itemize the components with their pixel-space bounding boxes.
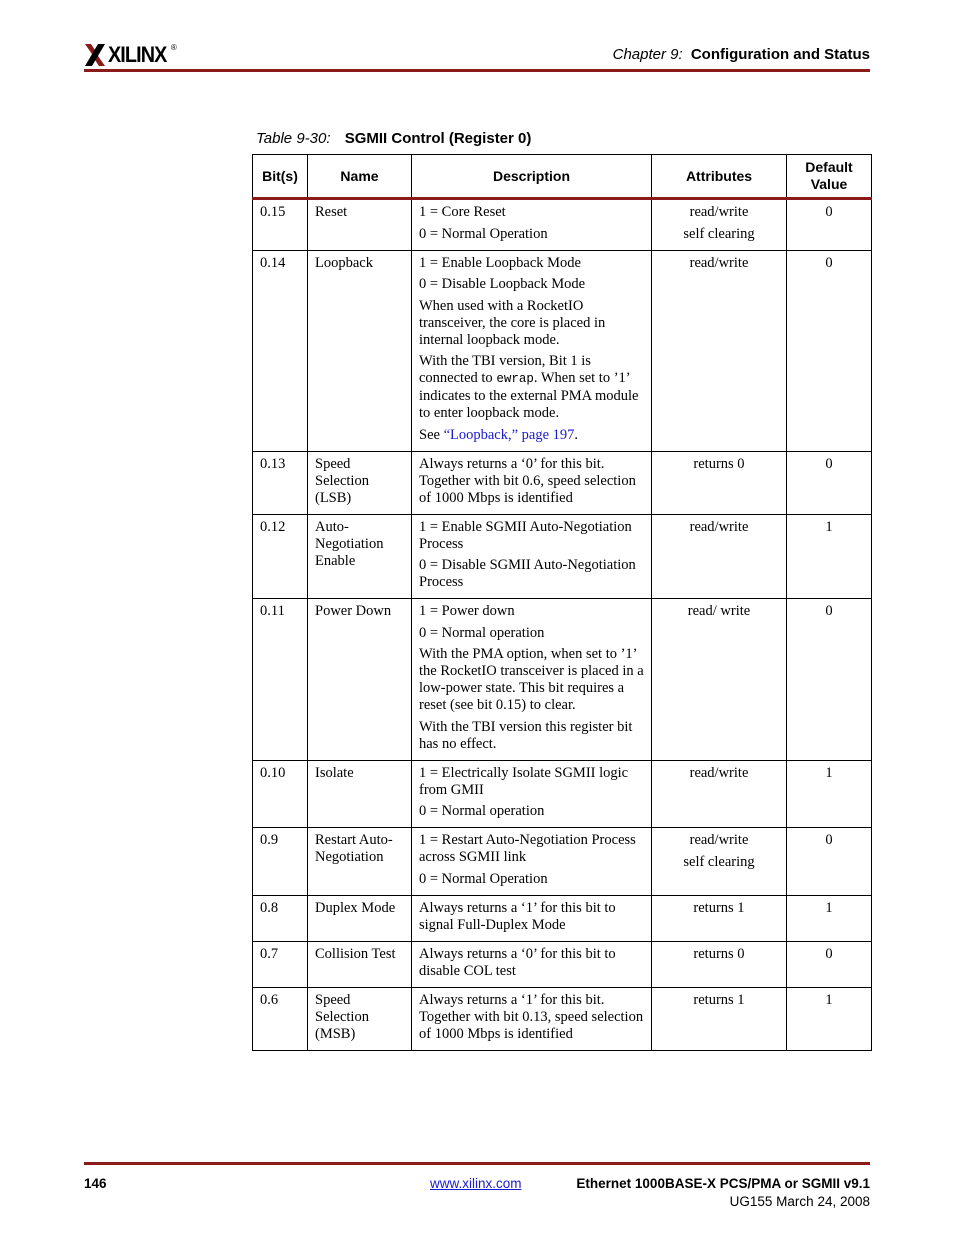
description-line: 1 = Core Reset	[419, 204, 506, 220]
description-cell	[412, 941, 652, 987]
bit-cell: 0.6	[253, 987, 308, 1050]
description-line: 1 = Enable Loopback Mode	[419, 254, 581, 271]
table-row	[253, 599, 872, 761]
table-header-row	[253, 155, 872, 199]
default-cell: 0	[787, 250, 872, 451]
attributes-cell	[652, 451, 787, 514]
column-header-description: Description	[412, 155, 652, 199]
default-cell: 1	[787, 987, 872, 1050]
table-row	[253, 941, 872, 987]
table-row	[253, 250, 872, 451]
attribute-line: returns 0	[693, 945, 745, 962]
page-number: 146	[84, 1176, 107, 1191]
attributes-cell	[652, 250, 787, 451]
name-cell: Collision Test	[308, 941, 412, 987]
description-cell	[412, 828, 652, 896]
description-line: 1 = Power down	[419, 603, 515, 619]
name-cell: Isolate	[308, 760, 412, 828]
table-number: Table 9-30:	[256, 130, 331, 147]
register-table	[252, 154, 872, 1051]
description-line: 1 = Electrically Isolate SGMII logic from GMII	[419, 764, 629, 798]
attributes-cell	[652, 941, 787, 987]
description-cell	[412, 514, 652, 599]
bit-cell: 0.12	[253, 514, 308, 599]
description-cell	[412, 760, 652, 828]
attribute-line: read/write	[689, 518, 749, 535]
name-cell: Restart Auto-Negotiation	[308, 828, 412, 896]
description-line: Always returns a ‘0’ for this bit to disable COL test	[419, 945, 616, 979]
description-line: 1 = Restart Auto-Negotiation Process across SGMII link	[419, 832, 636, 865]
name-cell: Reset	[308, 199, 412, 251]
chapter-heading	[613, 46, 870, 63]
description-line: With the TBI version this register bit has no effect.	[419, 718, 633, 752]
footer-rule	[84, 1162, 870, 1165]
description-text: . When set to ’1’ indicates to the external PMA module to enter loopback mode.	[419, 370, 639, 421]
bit-cell: 0.9	[253, 828, 308, 896]
description-line: With the PMA option, when set to ’1’ the RocketIO transceiver is placed in a low-power state. This bit requires a reset (see bit 0.15) to clear.	[419, 646, 644, 713]
chapter-label: Chapter 9:	[612, 46, 683, 63]
name-cell: Loopback	[308, 250, 412, 451]
description-text: See	[419, 426, 444, 443]
bit-cell: 0.13	[253, 451, 308, 514]
table-row	[253, 760, 872, 828]
default-cell: 0	[787, 941, 872, 987]
bit-cell: 0.7	[253, 941, 308, 987]
table-row	[253, 451, 872, 514]
column-header-default-value: Default Value	[787, 155, 872, 199]
description-line: When used with a RocketIO transceiver, the core is placed in internal loopback mode.	[419, 297, 606, 348]
attribute-line: self clearing	[683, 853, 755, 870]
bit-cell: 0.14	[253, 250, 308, 451]
default-cell: 1	[787, 760, 872, 828]
description-line: Always returns a ‘0’ for this bit. Together with bit 0.6, speed selection of 1000 Mbps is identified	[419, 455, 636, 506]
table-title: SGMII Control (Register 0)	[344, 130, 532, 147]
header-rule	[84, 69, 870, 72]
document-title: Ethernet 1000BASE-X PCS/PMA or SGMII v9.1	[576, 1176, 870, 1191]
description-line: 1 = Enable SGMII Auto-Negotiation Process	[419, 518, 632, 552]
logo-wordmark: XILINX	[108, 42, 167, 67]
description-line: Always returns a ‘1’ for this bit. Together with bit 0.13, speed selection of 1000 Mbps is identified	[419, 991, 644, 1042]
attribute-line: read/write	[689, 204, 749, 220]
attribute-line: read/write	[689, 832, 749, 848]
description-cell	[412, 451, 652, 514]
signal-name: ewrap	[496, 372, 534, 386]
description-text: With the TBI version, Bit 1 is connected to	[419, 353, 591, 386]
description-line: 0 = Disable SGMII Auto-Negotiation Process	[419, 557, 636, 590]
description-line: 0 = Normal Operation	[419, 870, 548, 887]
name-cell: Speed Selection (MSB)	[308, 987, 412, 1050]
document-id-date: UG155 March 24, 2008	[729, 1194, 870, 1209]
registered-mark: ®	[170, 42, 177, 52]
attribute-line: read/write	[689, 764, 749, 781]
bit-cell: 0.8	[253, 895, 308, 941]
attribute-line: read/write	[689, 254, 749, 271]
xilinx-x-icon	[84, 43, 106, 67]
default-cell: 0	[787, 199, 872, 251]
bit-cell: 0.15	[253, 199, 308, 251]
loopback-page-link[interactable]: “Loopback,” page 197	[443, 426, 575, 443]
chapter-title: Configuration and Status	[690, 46, 870, 63]
description-cell	[412, 987, 652, 1050]
table-row	[253, 895, 872, 941]
attributes-cell	[652, 199, 787, 251]
column-header-attributes: Attributes	[652, 155, 787, 199]
attribute-line: returns 1	[693, 899, 745, 916]
description-line: 0 = Disable Loopback Mode	[419, 276, 586, 292]
attributes-cell	[652, 895, 787, 941]
attributes-cell	[652, 828, 787, 896]
table-row	[253, 514, 872, 599]
name-cell: Power Down	[308, 599, 412, 761]
xilinx-website-link[interactable]: www.xilinx.com	[430, 1176, 522, 1191]
description-line	[419, 353, 644, 422]
attribute-line: read/ write	[687, 603, 751, 619]
description-cell	[412, 599, 652, 761]
description-cell	[412, 250, 652, 451]
default-cell: 1	[787, 895, 872, 941]
description-line: 0 = Normal operation	[419, 803, 545, 819]
description-text: .	[574, 426, 579, 443]
default-cell: 1	[787, 514, 872, 599]
name-cell: Speed Selection (LSB)	[308, 451, 412, 514]
description-line	[419, 427, 644, 444]
attributes-cell	[652, 599, 787, 761]
table-row	[253, 199, 872, 251]
description-cell	[412, 199, 652, 251]
attribute-line: returns 1	[693, 991, 745, 1008]
description-line: Always returns a ‘1’ for this bit to signal Full-Duplex Mode	[419, 899, 616, 933]
bit-cell: 0.10	[253, 760, 308, 828]
attribute-line: returns 0	[693, 455, 745, 472]
name-cell: Duplex Mode	[308, 895, 412, 941]
description-cell	[412, 895, 652, 941]
attribute-line: self clearing	[683, 225, 755, 242]
name-cell: Auto-Negotiation Enable	[308, 514, 412, 599]
attributes-cell	[652, 760, 787, 828]
description-line: 0 = Normal operation	[419, 624, 545, 641]
attributes-cell	[652, 514, 787, 599]
table-caption	[256, 130, 531, 147]
description-line: 0 = Normal Operation	[419, 225, 548, 242]
table-row	[253, 828, 872, 896]
attributes-cell	[652, 987, 787, 1050]
bit-cell: 0.11	[253, 599, 308, 761]
default-cell: 0	[787, 828, 872, 896]
default-cell: 0	[787, 451, 872, 514]
xilinx-logo	[84, 42, 177, 68]
column-header-bits: Bit(s)	[253, 155, 308, 199]
column-header-name: Name	[308, 155, 412, 199]
default-cell: 0	[787, 599, 872, 761]
table-row	[253, 987, 872, 1050]
